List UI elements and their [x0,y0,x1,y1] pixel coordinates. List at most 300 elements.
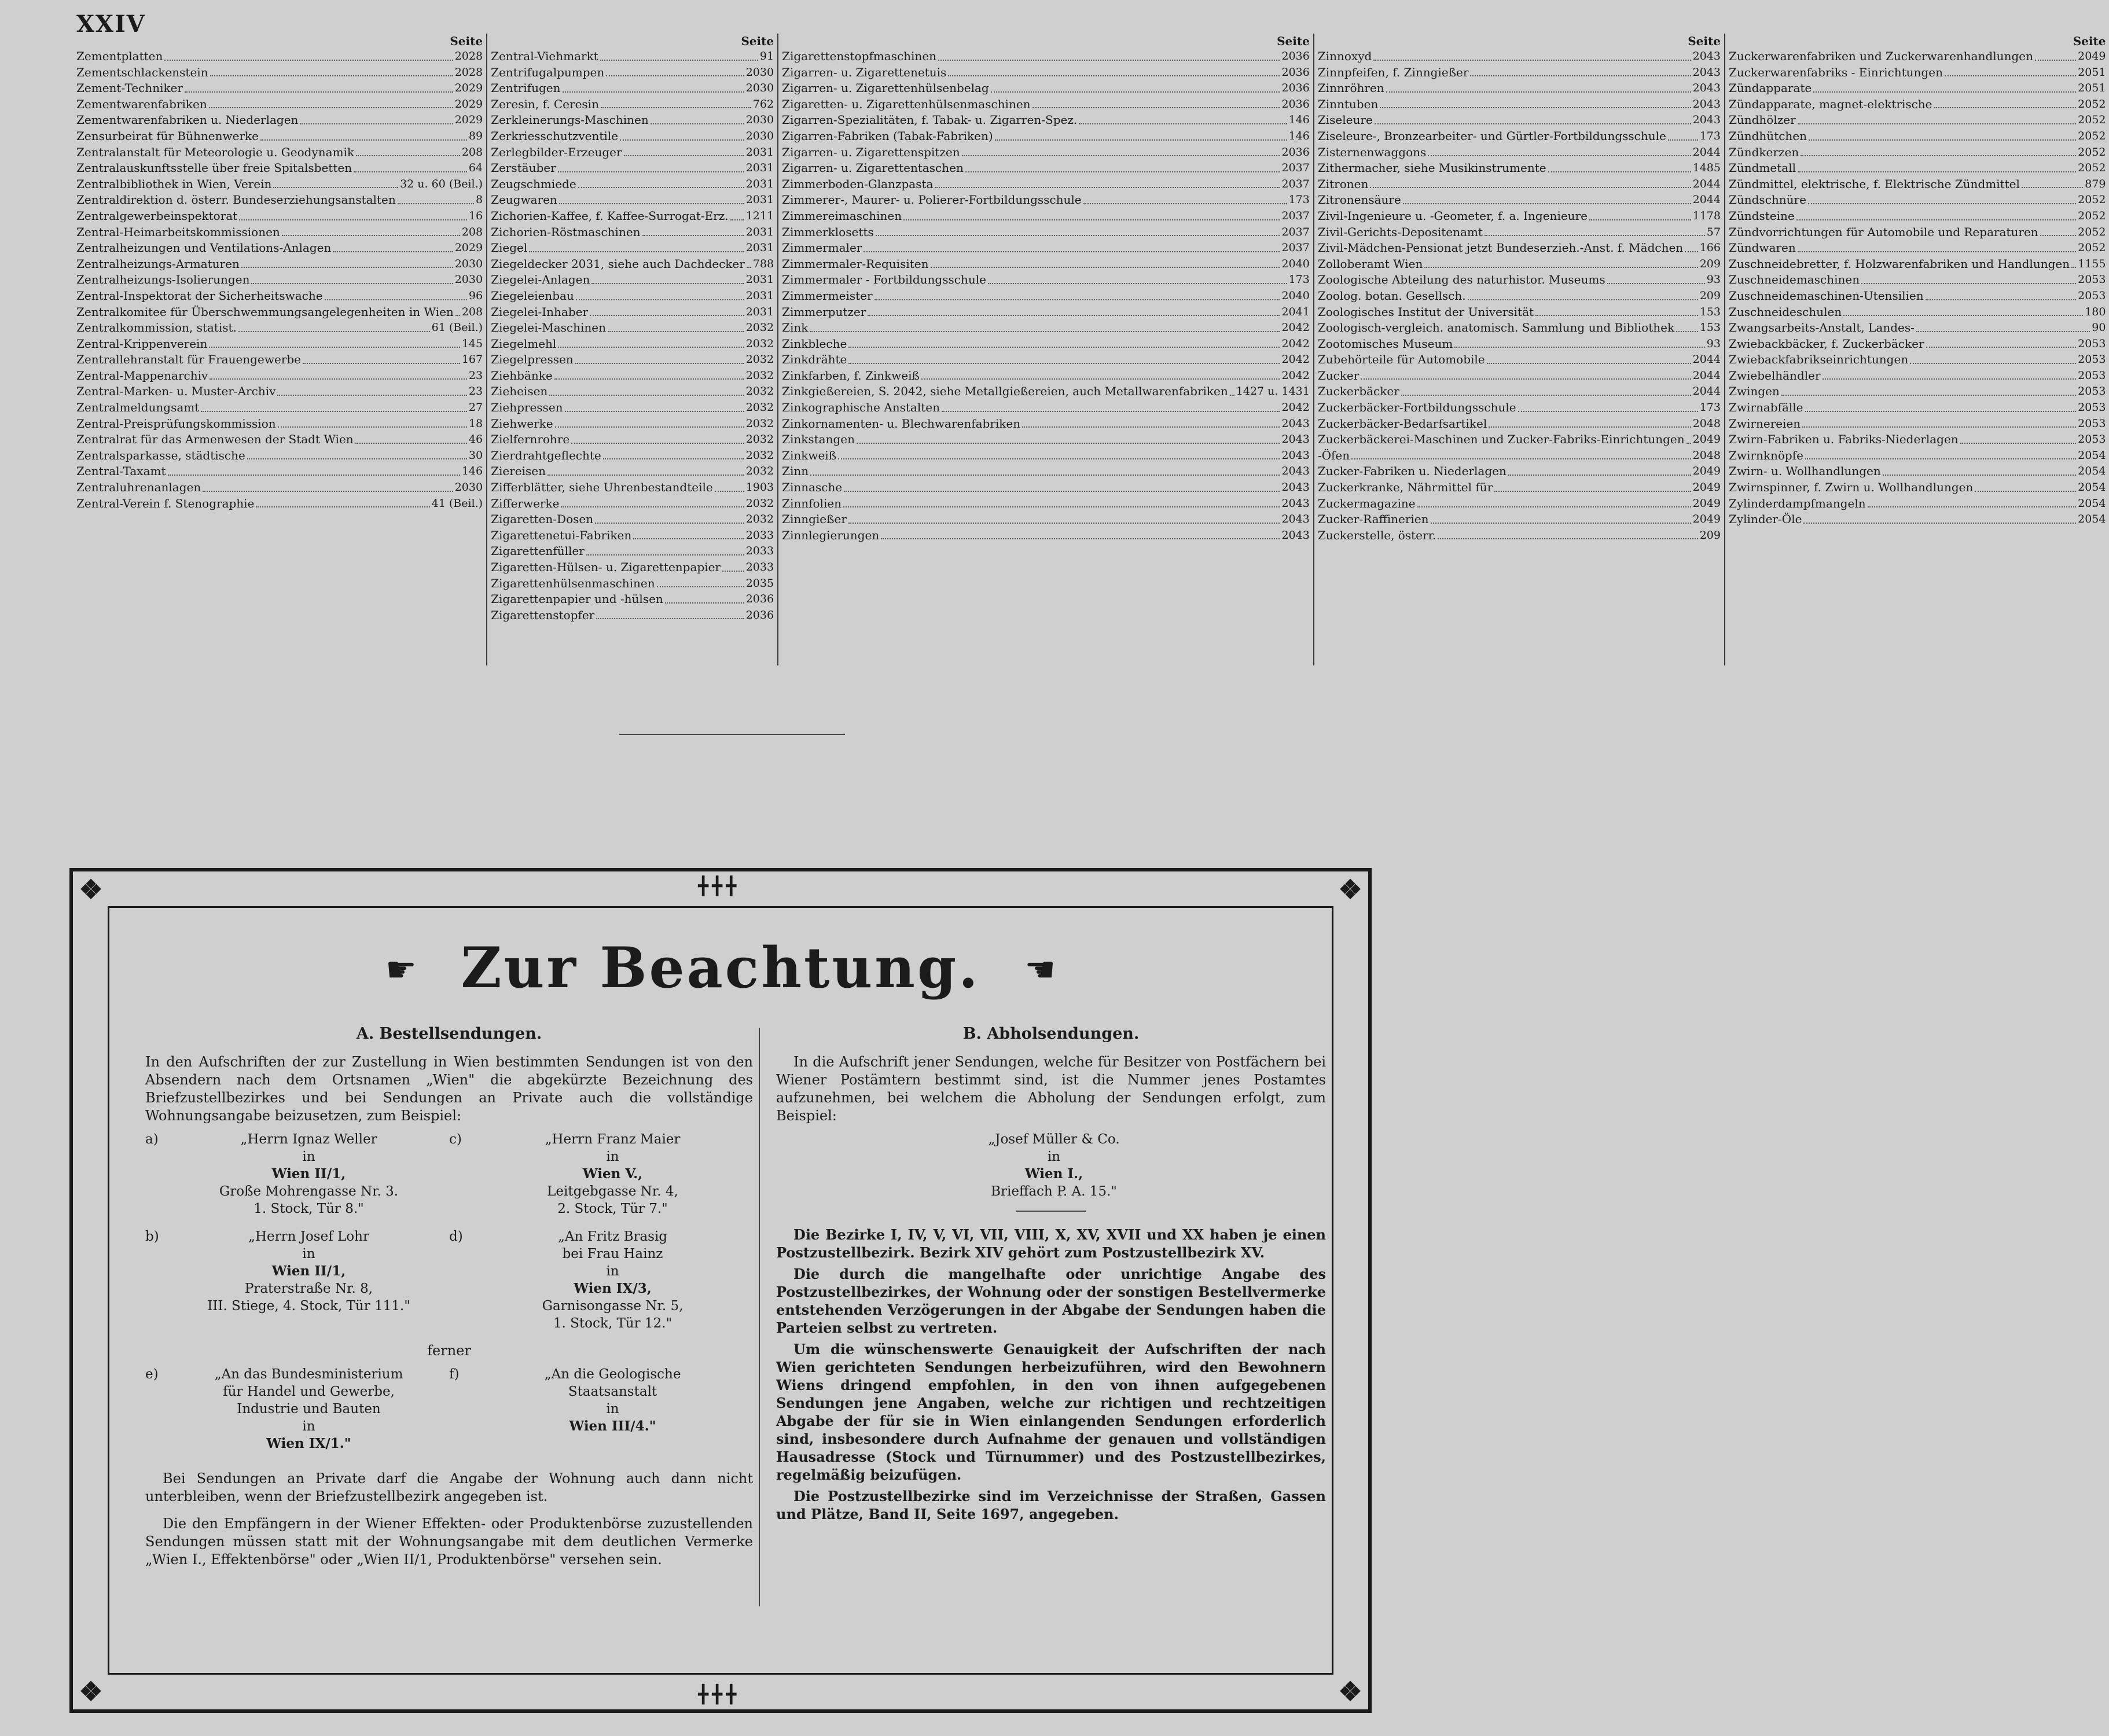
entry-term: Zinnfolien [782,496,842,510]
entry-term: Zentralauskunftsstelle über freie Spitalsbetten [76,161,352,175]
leader-dots [1431,523,1691,524]
leader-dots [608,331,744,332]
entry-term: Zielfernrohre [491,432,570,447]
index-entry [491,320,774,336]
index-entry [76,272,483,288]
index-entry [782,128,1310,145]
index-entry [76,225,483,241]
index-column [1313,34,1724,665]
address-lines [472,1228,753,1332]
leader-dots [1668,139,1698,141]
index-entry [491,416,774,432]
index-entry [76,65,483,81]
entry-term: Zentralheizungs-Isolierungen [76,273,250,287]
leader-dots [595,523,744,524]
index-entry [782,49,1310,65]
entry-page: 2042 [1281,353,1310,366]
notice-frame [69,868,1372,1713]
entry-term: Zuckerbäcker [1317,384,1399,399]
entry-page: 2052 [2078,193,2106,207]
leader-dots [1676,331,1698,332]
entry-page: 93 [1706,273,1721,286]
corner-ornament-icon: ❖ [1338,1676,1362,1707]
entry-term: Zentraluhrenanlagen [76,480,201,495]
entry-page: 2030 [745,82,774,95]
leader-dots [1934,107,2077,108]
entry-term: Zuschneidemaschinen [1728,273,1860,287]
index-entry [1729,352,2106,368]
entry-page: 2030 [745,65,774,79]
index-entry [1318,368,1721,384]
entry-page: 2043 [1281,481,1310,494]
entry-term: Ziehbänke [491,368,553,382]
leader-dots [988,283,1287,284]
seite-header: Seite [2073,34,2106,48]
entry-page: 153 [1699,305,1721,318]
entry-page: 2044 [1692,369,1721,382]
entry-term: Zwiebackbäcker, f. Zuckerbäcker [1728,336,1924,351]
leader-dots [1375,123,1691,124]
entry-term: Ziegelpressen [491,352,574,367]
index-entry [491,65,774,81]
index-entry [782,272,1310,288]
leader-dots [247,458,467,459]
index-entry [1318,528,1721,544]
index-entry [1729,416,2106,432]
leader-dots [921,378,1280,380]
entry-page: 2053 [2078,337,2106,350]
entry-term: Zinnlegierungen [782,528,880,542]
leader-dots [1910,363,2076,364]
entry-page: 173 [1288,193,1310,207]
leader-dots [278,426,467,428]
entry-page: 2032 [745,369,774,382]
leader-dots [1685,251,1698,252]
entry-term: Zensurbeirat für Bühnenwerke [76,128,259,143]
entry-term: Zwirn- u. Wollhandlungen [1728,464,1881,479]
entry-page: 2043 [1692,113,1721,127]
entry-page: 167 [461,353,483,366]
entry-page: 2033 [745,545,774,558]
leader-dots [1798,251,2076,252]
entry-term: Zylinderdampfmangeln [1728,496,1866,510]
leader-dots [1424,267,1698,268]
entry-page: 2031 [745,241,774,255]
entry-page: 2054 [2078,481,2106,494]
index-entry [1729,97,2106,113]
leader-dots [715,491,744,492]
entry-term: Zigarettenpapier und -hülsen [491,592,663,606]
index-entry [782,384,1310,400]
index-entry [1729,80,2106,97]
index-column [777,34,1313,665]
index-column [76,34,486,665]
entry-term: Zement-Techniker [76,81,183,95]
address-line: Wien II/1, [271,1166,346,1182]
entry-page: 2035 [745,576,774,590]
index-entry [1729,192,2106,208]
entry-page: 145 [461,337,483,350]
leader-dots [558,171,744,172]
entry-page: 2053 [2078,433,2106,446]
entry-term: Zentrifugen [491,81,561,95]
entry-term: Zichorien-Kaffee, f. Kaffee-Surrogat-Erz. [491,208,729,223]
entry-term: Zeugwaren [491,193,557,207]
leader-dots [1805,458,2076,459]
entry-term: Ziereisen [491,464,546,479]
index-entry [1729,128,2106,145]
leader-dots [1868,506,2076,507]
entry-page: 209 [1699,257,1721,270]
entry-term: Zinnröhren [1317,81,1384,95]
entry-term: Zigarettenstopfer [491,608,595,622]
index-entry [76,97,483,113]
index-entry [782,80,1310,97]
index-entry [782,145,1310,161]
section-b-heading: B. Abholsendungen. [962,1025,1140,1043]
entry-term: Zementplatten [76,49,163,63]
index-entry [782,352,1310,368]
corner-ornament-icon: ❖ [79,1676,103,1707]
index-entry [782,176,1310,193]
entry-page: 2036 [1281,50,1310,62]
entry-term: Zinkstangen [782,432,855,447]
entry-page: 2054 [2078,465,2106,478]
leader-dots [1548,171,1691,172]
leader-dots [548,475,744,476]
index-entry [782,160,1310,176]
entry-term: Zinntuben [1317,97,1379,111]
entry-term: Zitronen [1317,176,1369,191]
leader-dots [303,363,460,364]
index-entry [1318,288,1721,304]
leader-dots [1916,331,2090,332]
entry-page: 2054 [2078,496,2106,510]
index-entry [491,591,774,608]
leader-dots [606,75,744,76]
entry-term: Zündapparate, magnet-elektrische [1728,97,1932,111]
entry-term: Ziegeldecker 2031, siehe auch Dachdecker [491,256,745,271]
address-line: „Herrn Josef Lohr [248,1229,369,1244]
index-entry [491,145,774,161]
entry-page: 2049 [1692,465,1721,478]
leader-dots [844,491,1280,492]
entry-term: Zolloberamt Wien [1317,256,1423,271]
entry-term: Zigaretten-Hülsen- u. Zigarettenpapier [491,560,721,574]
entry-page: 2031 [745,145,774,159]
index-entry [782,480,1310,496]
entry-term: Ziegelei-Anlagen [491,273,590,287]
index-entry [782,304,1310,321]
leader-dots [1485,235,1705,236]
index-entry [76,432,483,448]
example-label: a) [145,1132,159,1147]
entry-page: 2036 [1281,97,1310,111]
section-a-note1: Bei Sendungen an Private darf die Angabe der Wohnung auch dann nicht unterbleiben, wenn der Briefzustellbezirk angegeben ist. [145,1470,753,1505]
entry-term: Zinnasche [782,480,843,495]
leader-dots [273,187,398,188]
entry-page: 2052 [2078,241,2106,255]
leader-dots [1518,411,1698,412]
index-entry [1318,128,1721,145]
leader-dots [1386,91,1691,93]
entry-term: Zentralrat für das Armenwesen der Stadt Wien [76,432,354,447]
entry-page: 2042 [1281,337,1310,350]
index-entry [491,496,774,512]
entry-term: Zimmermeister [782,288,873,303]
leader-dots [1370,187,1691,188]
entry-term: Zwirnknöpfe [1728,448,1803,462]
entry-term: Zinkgießereien, S. 2042, siehe Metallgießereien, auch Metallwarenfabriken [782,384,1228,399]
address-example [449,1366,753,1452]
entry-page: 30 [468,448,483,462]
index-entry [491,400,774,416]
index-column [1724,34,2109,665]
index-entry [491,608,774,624]
leader-dots [1960,443,2076,444]
leader-dots [838,458,1280,459]
address-lines [472,1366,753,1452]
leader-dots [561,506,744,507]
entry-page: 2032 [745,496,774,510]
address-example [145,1131,449,1218]
entry-term: Zoolog. botan. Gesellsch. [1317,288,1466,303]
index-entry [1318,192,1721,208]
entry-page: 91 [759,50,774,62]
entry-term: Zigarettenstopfmaschinen [782,49,937,63]
leader-dots [1607,283,1705,284]
entry-page: 2030 [745,129,774,142]
address-line: in [302,1246,315,1261]
entry-term: Zuschneidebretter, f. Holzwarenfabriken und Handlungen [1728,256,2070,271]
index-entry [76,49,483,65]
entry-term: Zentral-Inspektorat der Sicherheitswache [76,288,323,303]
entry-page: 57 [1706,225,1721,238]
entry-term: Zivil-Ingenieure u. -Geometer, f. a. Ingenieure [1317,208,1588,223]
index-entry [491,352,774,368]
address-line: 2. Stock, Tür 7." [557,1201,668,1216]
example-label: e) [145,1367,159,1382]
entry-term: Zerlegbilder-Erzeuger [491,145,622,159]
example-row [145,1366,753,1452]
entry-page: 64 [468,161,483,175]
entry-term: Zichorien-Röstmaschinen [491,225,641,239]
entry-term: Zündapparate [1728,81,1812,95]
leader-dots [948,75,1280,76]
leader-dots [251,283,453,284]
index-entry [1729,256,2106,273]
entry-term: Zigarren- u. Zigarettenhülsenbelag [782,81,989,95]
entry-page: 1427 u. 1431 [1236,385,1310,398]
index-entry [491,160,774,176]
entry-page: 2030 [745,113,774,127]
leader-dots [1380,107,1691,108]
entry-page: 2031 [745,161,774,175]
address-line: III. Stiege, 4. Stock, Tür 111." [207,1299,410,1314]
entry-page: 208 [461,305,483,318]
address-lines [168,1228,449,1332]
leader-dots [1403,203,1691,204]
leader-dots [931,267,1280,268]
index-entry [1318,97,1721,113]
entry-term: Zwiebelhändler [1728,368,1821,382]
index-entry [1318,352,1721,368]
entry-term: Zuckerwarenfabriks - Einrichtungen [1728,65,1943,79]
entry-term: Zündkerzen [1728,145,1799,159]
leader-dots [843,506,1280,507]
leader-dots [260,139,467,141]
entry-page: 2053 [2078,369,2106,382]
corner-ornament-icon: ❖ [79,874,103,905]
address-line: „Herrn Franz Maier [545,1132,681,1147]
index-entry [1318,432,1721,448]
entry-page: 2036 [745,608,774,621]
entry-term: Zwirn-Fabriken u. Fabriks-Niederlagen [1728,432,1959,447]
section-b-para2: Die durch die mangelhafte oder unrichtige Angabe des Postzustellbezirkes, der Wohnung oder der sonstigen Bestellvermerke entstehenden Verzögerungen in der Abgabe der Sendungen haben die Parteien selbst zu vertreten. [776,1266,1326,1336]
ferner-label: ferner [427,1343,471,1359]
entry-term: Zuckerstelle, österr. [1317,528,1436,542]
entry-term: -Öfen [1317,448,1350,462]
entry-page: 18 [468,417,483,430]
entry-page: 2032 [745,417,774,430]
entry-page: 2043 [1281,496,1310,510]
index-entry [782,192,1310,208]
index-entry [1318,464,1721,480]
address-line: Große Mohrengasse Nr. 3. [219,1184,399,1199]
example-label: d) [449,1229,463,1244]
entry-term: Zwirnabfälle [1728,400,1803,415]
entry-page: 2042 [1281,401,1310,414]
entry-page: 2043 [1281,433,1310,446]
leader-dots [203,491,453,492]
address-line: Garnisongasse Nr. 5, [542,1299,684,1314]
entry-page: 2029 [454,82,483,95]
entry-page: 2037 [1281,161,1310,175]
leader-dots [586,554,744,556]
leader-dots [875,299,1280,300]
entry-page: 2052 [2078,161,2106,175]
entry-page: 2043 [1281,528,1310,542]
address-line: „An die Geologische [544,1367,681,1382]
section-a-note2: Die den Empfängern in der Wiener Effekten- oder Produktenbörse zuzustellenden Sendungen müssen statt mit der Wohnungsangabe mit dem deutlichen Vermerke „Wien I., Effektenbörse" oder „Wien II/1, Produktenbörse" versehen sein. [145,1516,753,1568]
entry-page: 1485 [1692,161,1721,175]
entry-page: 2042 [1281,321,1310,334]
entry-term: Zigarren-Spezialitäten, f. Tabak- u. Zigarren-Spez. [782,113,1078,127]
leader-dots [938,60,1280,61]
index-entry [1729,304,2106,321]
index-entry [1318,225,1721,241]
index-entry [1318,49,1721,65]
index-entry [1318,80,1721,97]
leader-dots [722,571,744,572]
leader-dots [1489,426,1691,428]
index-entry [1729,368,2106,384]
leader-dots [730,219,744,220]
index-column [486,34,777,665]
leader-dots [857,443,1280,444]
section-b-para1: Die Bezirke I, IV, V, VI, VII, VIII, X, XV, XVII und XX haben je einen Postzustellbezirk. Bezirk XIV gehört zum Postzustellbezirk XV. [776,1226,1326,1261]
leader-dots [935,187,1280,188]
index-entry [1729,432,2106,448]
address-line: bei Frau Hainz [562,1246,663,1261]
index-entry [782,288,1310,304]
entry-page: 2032 [745,401,774,414]
entry-term: Zentral-Verein f. Stenographie [76,496,255,510]
index-entry [782,256,1310,273]
leader-dots [881,538,1280,539]
address-line: Wien III/4." [569,1418,656,1434]
leader-dots [1945,75,2076,76]
entry-page: 8 [475,193,483,207]
address-line: Wien IX/1." [266,1436,351,1451]
index-entry [1729,112,2106,128]
address-line: Industrie und Bauten [237,1402,381,1417]
index-entry [1318,400,1721,416]
entry-page: 2040 [1281,289,1310,302]
leader-dots [665,602,744,604]
index-entry [491,384,774,400]
pointing-hand-left-icon: ☚ [1024,950,1056,990]
entry-term: Zerkriesschutzventile [491,128,619,143]
index-entry [491,576,774,592]
entry-term: Zündsteine [1728,208,1795,223]
entry-page: 180 [2085,305,2106,318]
entry-term: Zentral-Mappenarchiv [76,368,208,382]
entry-term: Zigarettenhülsenmaschinen [491,576,655,590]
leader-dots [1805,411,2077,412]
index-entry [782,97,1310,113]
entry-term: Zuckerbäcker-Bedarfsartikel [1317,416,1487,431]
leader-dots [991,91,1280,93]
example-row [145,1131,753,1218]
index-entry [76,400,483,416]
seite-header: Seite [741,34,774,48]
leader-dots [277,395,466,396]
entry-page: 2051 [2078,82,2106,95]
entry-page: 2032 [745,513,774,526]
index-entry [782,464,1310,480]
index-entry [76,336,483,352]
entry-page: 2032 [745,353,774,366]
index-entry [491,49,774,65]
leader-dots [558,347,744,348]
entry-term: Zentralheizungs-Armaturen [76,256,240,271]
index-entry [1729,400,2106,416]
entry-term: Zwangsarbeits-Anstalt, Landes- [1728,321,1915,335]
index-entry [1318,112,1721,128]
example-row [145,1228,753,1332]
entry-term: Zentralkomitee für Überschwemmungsangelegenheiten in Wien [76,304,454,319]
entry-term: Zündwaren [1728,241,1796,255]
entry-term: Zentral-Krippenverein [76,336,208,351]
seite-header: Seite [450,34,483,48]
leader-dots [995,139,1287,141]
entry-term: Zündhölzer [1728,113,1796,127]
index-entry [1729,480,2106,496]
index-entry [76,368,483,384]
entry-page: 2031 [745,289,774,302]
entry-page: 166 [1699,241,1721,255]
entry-page: 2043 [1281,513,1310,526]
entry-term: Ziegelmehl [491,336,557,351]
entry-term: Zeugschmiede [491,176,576,191]
entry-term: Ziegel [491,241,528,255]
entry-page: 1211 [745,209,774,222]
index-entry [491,528,774,544]
index-entry [491,336,774,352]
entry-page: 2028 [454,65,483,79]
leader-dots [642,235,744,236]
